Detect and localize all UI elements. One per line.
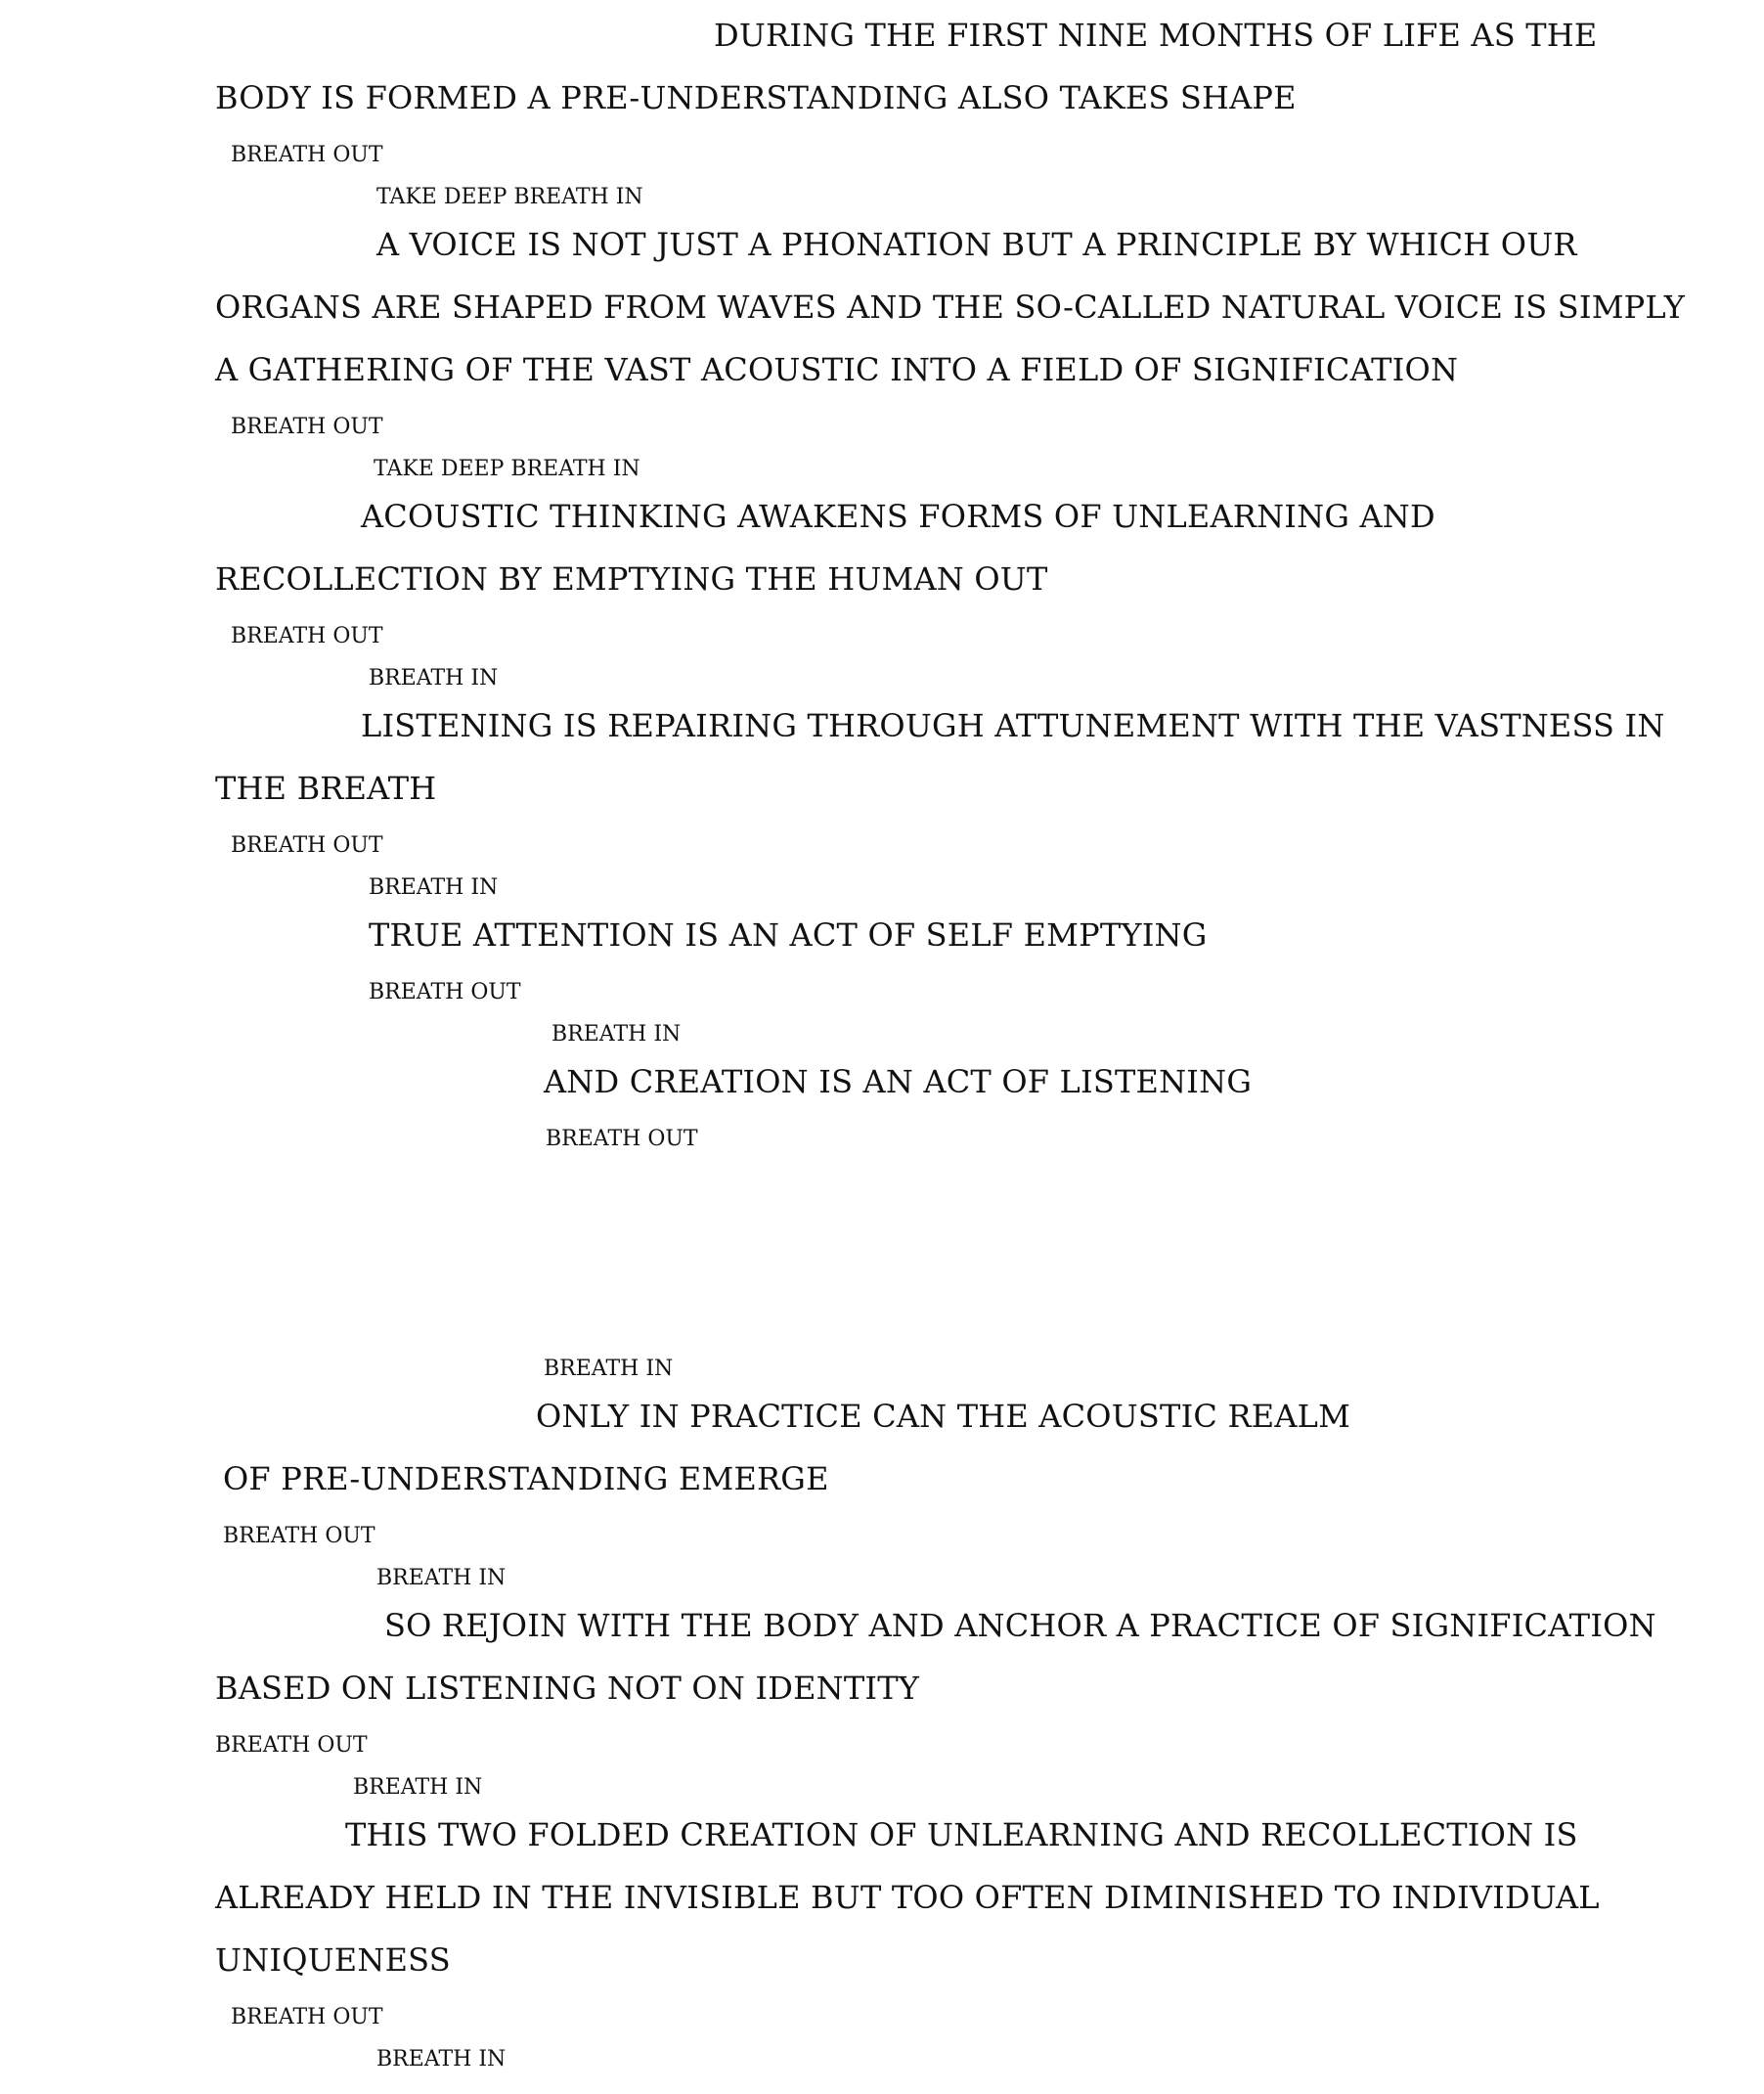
verse-line: BASED ON LISTENING NOT ON IDENTITY xyxy=(215,1670,920,1707)
breath-out-cue: BREATH OUT xyxy=(231,415,383,439)
verse-line: ONLY IN PRACTICE CAN THE ACOUSTIC REALM xyxy=(536,1398,1351,1435)
verse-line: AND CREATION IS AN ACT OF LISTENING xyxy=(544,1063,1253,1100)
verse-line: BODY IS FORMED A PRE-UNDERSTANDING ALSO TAKES SHAPE xyxy=(215,79,1297,116)
breath-in-cue: TAKE DEEP BREATH IN xyxy=(376,185,643,209)
breath-in-cue: BREATH IN xyxy=(369,666,499,691)
breath-out-cue: BREATH OUT xyxy=(231,833,383,858)
breath-out-cue: BREATH OUT xyxy=(231,2005,383,2029)
breath-out-cue: BREATH OUT xyxy=(231,624,383,648)
verse-line: ACOUSTIC THINKING AWAKENS FORMS OF UNLEARNING AND xyxy=(361,498,1435,535)
verse-line: TRUE ATTENTION IS AN ACT OF SELF EMPTYING xyxy=(369,916,1208,954)
breath-out-cue: BREATH OUT xyxy=(231,143,383,167)
verse-line: DURING THE FIRST NINE MONTHS OF LIFE AS THE xyxy=(714,17,1598,54)
breath-in-cue: BREATH IN xyxy=(369,875,499,900)
verse-line: SO REJOIN WITH THE BODY AND ANCHOR A PRACTICE OF SIGNIFICATION xyxy=(384,1607,1656,1644)
verse-line: UNIQUENESS xyxy=(215,1941,451,1979)
breath-in-cue: BREATH IN xyxy=(376,1566,507,1590)
breath-out-cue: BREATH OUT xyxy=(546,1127,698,1151)
breath-in-cue: BREATH IN xyxy=(353,1775,483,1800)
breath-out-cue: BREATH OUT xyxy=(369,980,521,1004)
verse-line: ALREADY HELD IN THE INVISIBLE BUT TOO OFTEN DIMINISHED TO INDIVIDUAL xyxy=(215,1879,1600,1916)
breath-out-cue: BREATH OUT xyxy=(215,1733,368,1758)
verse-line: LISTENING IS REPAIRING THROUGH ATTUNEMENT WITH THE VASTNESS IN xyxy=(361,707,1665,744)
breath-in-cue: TAKE DEEP BREATH IN xyxy=(374,457,640,481)
verse-line: ORGANS ARE SHAPED FROM WAVES AND THE SO-CALLED NATURAL VOICE IS SIMPLY xyxy=(215,289,1686,326)
verse-line: THE BREATH xyxy=(215,770,437,807)
verse-line: THIS TWO FOLDED CREATION OF UNLEARNING AND RECOLLECTION IS xyxy=(345,1816,1578,1853)
breath-in-cue: BREATH IN xyxy=(551,1022,682,1047)
breath-out-cue: BREATH OUT xyxy=(223,1524,375,1548)
verse-line: OF PRE-UNDERSTANDING EMERGE xyxy=(223,1460,829,1497)
breath-in-cue: BREATH IN xyxy=(376,2047,507,2072)
verse-line: RECOLLECTION BY EMPTYING THE HUMAN OUT xyxy=(215,560,1048,598)
breath-in-cue: BREATH IN xyxy=(544,1357,674,1381)
verse-line: A GATHERING OF THE VAST ACOUSTIC INTO A FIELD OF SIGNIFICATION xyxy=(215,351,1459,388)
verse-line: A VOICE IS NOT JUST A PHONATION BUT A PRINCIPLE BY WHICH OUR xyxy=(376,226,1577,263)
